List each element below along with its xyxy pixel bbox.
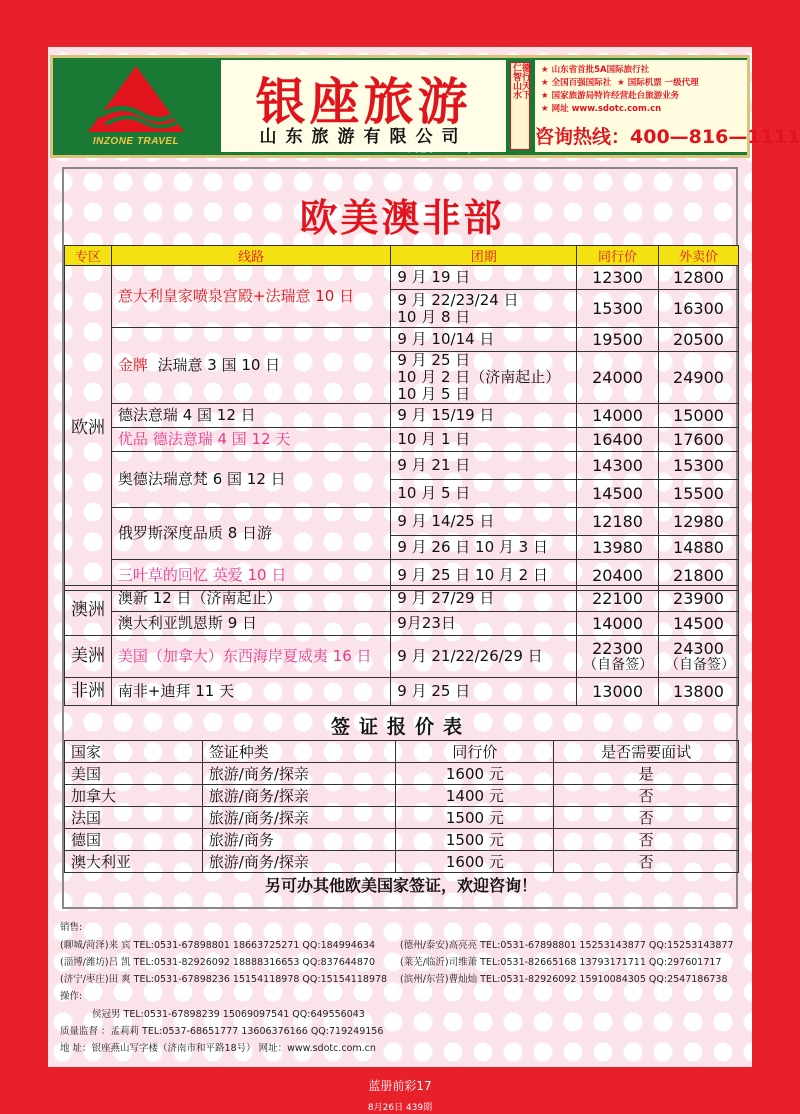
ops-label: 操作: xyxy=(60,991,83,1002)
trade-price: 14300 xyxy=(577,452,659,480)
visa-interview: 否 xyxy=(554,851,739,873)
motto xyxy=(510,62,530,150)
star-icon: ★ xyxy=(541,78,549,88)
visa-price: 1400 元 xyxy=(396,785,554,807)
sales-label: 销售: xyxy=(60,922,83,933)
route-cell: 优品 德法意瑞 4 国 12 天 xyxy=(111,428,390,452)
sales-contact: (莱芜/临沂)司维萧 TEL:0531-82665168 13793171711 QQ:297601717 xyxy=(400,957,722,968)
route-cell: 南非+迪拜 11 天 xyxy=(111,678,390,706)
date-cell: 9 月 21 日 xyxy=(391,452,577,480)
visa-price: 1600 元 xyxy=(396,763,554,785)
header-trade-price: 同行价 xyxy=(577,246,659,266)
visa-row xyxy=(65,851,739,873)
region-america: 美洲 xyxy=(65,636,112,678)
logo-text: INZONE TRAVEL xyxy=(92,136,180,147)
date-cell: 9 月 25 日 xyxy=(391,678,577,706)
visa-header-price: 同行价 xyxy=(396,741,554,763)
retail-price: 21800 xyxy=(659,560,739,591)
star-icon: ★ xyxy=(541,91,549,101)
retail-price: 24300 （自备签） xyxy=(659,636,739,678)
company-name: 山东旅游有限公司 xyxy=(259,127,468,147)
visa-country: 澳大利亚 xyxy=(65,851,203,873)
trade-price: 13980 xyxy=(577,536,659,560)
table-row xyxy=(65,404,739,428)
visa-row xyxy=(65,785,739,807)
retail-price: 15300 xyxy=(659,452,739,480)
retail-price: 14500 xyxy=(659,612,739,636)
route-cell: 澳大利亚凯恩斯 9 日 xyxy=(111,612,390,636)
issue-date: 8月26日 439期 xyxy=(367,1103,433,1113)
trade-price: 22100 xyxy=(577,586,659,612)
info-line: ★ 全国百强国际社 ★ 国际机票 一级代理 xyxy=(541,78,699,88)
table-header-row xyxy=(65,246,739,266)
logo xyxy=(61,64,211,152)
table-row xyxy=(65,266,739,290)
hotline: 咨询热线：400—816—1111 xyxy=(535,126,800,148)
info-line: ★ 国家旅游局特许经营赴台旅游业务 xyxy=(541,91,680,101)
contacts xyxy=(60,917,740,1055)
ops-contact: 侯冠男 TEL:0531-67898239 15069097541 QQ:649556043 xyxy=(92,1009,365,1020)
region-australia: 澳洲 xyxy=(65,586,112,636)
sales-contact: (济宁/枣庄)田 爽 TEL:0531-67898236 15154118978 QQ:15154118978 xyxy=(60,974,388,985)
route-cell: 德法意瑞 4 国 12 日 xyxy=(111,404,390,428)
visa-interview: 是 xyxy=(554,763,739,785)
region-europe: 欧洲 xyxy=(65,266,112,591)
retail-price: 17600 xyxy=(659,428,739,452)
route-cell: 俄罗斯深度品质 8 日游 xyxy=(111,508,390,560)
sales-contact: (淄博/潍坊)吕 凯 TEL:0531-82926092 18888316653 QQ:837644870 xyxy=(60,957,375,968)
trade-price: 19500 xyxy=(577,328,659,352)
visa-type: 旅游/商务/探亲 xyxy=(202,807,396,829)
date-cell: 9 月 22/23/24 日 10 月 8 日 xyxy=(391,290,577,328)
star-icon: ★ xyxy=(541,65,549,75)
date-cell: 9 月 25 日 10 月 2 日（济南起止） 10 月 5 日 xyxy=(391,352,577,404)
retail-price: 13800 xyxy=(659,678,739,706)
visa-country: 德国 xyxy=(65,829,203,851)
visa-header-country: 国家 xyxy=(65,741,203,763)
date-cell: 9 月 25 日 10 月 2 日 xyxy=(391,560,577,591)
trade-price: 12300 xyxy=(577,266,659,290)
visa-row xyxy=(65,807,739,829)
visa-interview: 否 xyxy=(554,807,739,829)
retail-price: 15500 xyxy=(659,480,739,508)
date-cell: 9 月 26 日 10 月 3 日 xyxy=(391,536,577,560)
table-row xyxy=(65,612,739,636)
date-cell: 9 月 14/25 日 xyxy=(391,508,577,536)
visa-country: 法国 xyxy=(65,807,203,829)
visa-table xyxy=(64,740,739,873)
info-lines xyxy=(541,64,699,116)
trade-price: 20400 xyxy=(577,560,659,591)
date-cell: 10 月 1 日 xyxy=(391,428,577,452)
visa-type: 旅游/商务/探亲 xyxy=(202,851,396,873)
tours-table xyxy=(64,245,739,591)
dept-title: 欧美澳非部 xyxy=(299,196,505,240)
region-africa: 非洲 xyxy=(65,678,112,706)
header-route: 线路 xyxy=(111,246,390,266)
visa-price: 1500 元 xyxy=(396,807,554,829)
trade-price: 24000 xyxy=(577,352,659,404)
route-cell: 奥德法瑞意梵 6 国 12 日 xyxy=(111,452,390,508)
star-icon: ★ xyxy=(541,104,549,114)
table-row xyxy=(65,636,739,678)
visa-type: 旅游/商务/探亲 xyxy=(202,785,396,807)
visa-interview: 否 xyxy=(554,829,739,851)
quality-contact: 质量监督 ：孟莉莉 TEL:0537-68651777 13606376166 QQ:719249156 xyxy=(60,1026,384,1037)
page-number: 蓝册前彩17 xyxy=(350,1068,450,1098)
table-row xyxy=(65,586,739,612)
visa-header-row xyxy=(65,741,739,763)
date-cell: 9 月 10/14 日 xyxy=(391,328,577,352)
header-date: 团期 xyxy=(391,246,577,266)
visa-country: 加拿大 xyxy=(65,785,203,807)
trade-price: 16400 xyxy=(577,428,659,452)
license-bar xyxy=(353,145,503,157)
retail-price: 20500 xyxy=(659,328,739,352)
retail-price: 16300 xyxy=(659,290,739,328)
retail-price: 12800 xyxy=(659,266,739,290)
retail-price: 14880 xyxy=(659,536,739,560)
trade-price: 15300 xyxy=(577,290,659,328)
visa-price: 1600 元 xyxy=(396,851,554,873)
star-icon: ★ xyxy=(617,78,625,88)
info-line: ★ 网址 www.sdotc.com.cn xyxy=(541,104,662,114)
address: 地 址：银座燕山写字楼（济南市和平路18号） 网址：www.sdotc.com.cn xyxy=(60,1043,376,1054)
brand-panel xyxy=(221,60,506,152)
table-row xyxy=(65,328,739,352)
date-cell: 10 月 5 日 xyxy=(391,480,577,508)
motto-right: 仁智山水 xyxy=(511,63,521,99)
retail-price: 15000 xyxy=(659,404,739,428)
info-line: ★ 山东省首批5A国际旅行社 xyxy=(541,65,650,75)
date-cell: 9 月 27/29 日 xyxy=(391,586,577,612)
sales-contact: (滨州/东营)曹灿灿 TEL:0531-82926092 15910084305 QQ:2547186738 xyxy=(400,974,728,985)
table-row xyxy=(65,508,739,536)
table-row xyxy=(65,452,739,480)
brand-name: 银座旅游 xyxy=(255,73,472,131)
visa-interview: 否 xyxy=(554,785,739,807)
visa-country: 美国 xyxy=(65,763,203,785)
visa-title: 签证报价表 xyxy=(330,716,471,738)
route-cell: 金牌 法瑞意 3 国 10 日 xyxy=(111,328,390,404)
tours-table-other-regions xyxy=(64,585,739,706)
trade-price: 14500 xyxy=(577,480,659,508)
motto-left: 德行天下 xyxy=(520,63,530,99)
sales-contact: (聊城/菏泽)来 宾 TEL:0531-67898801 18663725271 QQ:184994634 xyxy=(60,940,375,951)
date-cell: 9 月 19 日 xyxy=(391,266,577,290)
visa-header-interview: 是否需要面试 xyxy=(554,741,739,763)
visa-row xyxy=(65,829,739,851)
route-cell: 意大利皇家喷泉宫殿+法瑞意 10 日 xyxy=(111,266,390,328)
date-cell: 9 月 21/22/26/29 日 xyxy=(391,636,577,678)
header-region: 专区 xyxy=(65,246,112,266)
trade-price: 14000 xyxy=(577,612,659,636)
logo-triangle-icon xyxy=(86,64,186,134)
header-retail-price: 外卖价 xyxy=(659,246,739,266)
info-panel xyxy=(535,60,800,152)
table-row xyxy=(65,678,739,706)
visa-type: 旅游/商务/探亲 xyxy=(202,763,396,785)
retail-price: 23900 xyxy=(659,586,739,612)
date-cell: 9月23日 xyxy=(391,612,577,636)
sales-contact: (德州/泰安)高亮亮 TEL:0531-67898801 15253143877 QQ:15253143877 xyxy=(400,940,734,951)
route-cell: 三叶草的回忆 英爱 10 日 xyxy=(111,560,390,591)
trade-price: 14000 xyxy=(577,404,659,428)
visa-row xyxy=(65,763,739,785)
retail-price: 12980 xyxy=(659,508,739,536)
route-cell: 美国（加拿大）东西海岸夏威夷 16 日 xyxy=(111,636,390,678)
trade-price: 13000 xyxy=(577,678,659,706)
date-cell: 9 月 15/19 日 xyxy=(391,404,577,428)
visa-header-type: 签证种类 xyxy=(202,741,396,763)
license-text: 许可证号：L-SD-CJ00001 xyxy=(404,146,496,154)
trade-price: 12180 xyxy=(577,508,659,536)
visa-type: 旅游/商务 xyxy=(202,829,396,851)
visa-price: 1500 元 xyxy=(396,829,554,851)
since-text: since1981 xyxy=(353,146,394,154)
visa-note: 另可办其他欧美国家签证，欢迎咨询！ xyxy=(264,876,537,895)
trade-price: 22300 （自备签） xyxy=(577,636,659,678)
retail-price: 24900 xyxy=(659,352,739,404)
header-banner xyxy=(50,55,800,158)
route-cell: 澳新 12 日（济南起止） xyxy=(111,586,390,612)
table-row xyxy=(65,428,739,452)
